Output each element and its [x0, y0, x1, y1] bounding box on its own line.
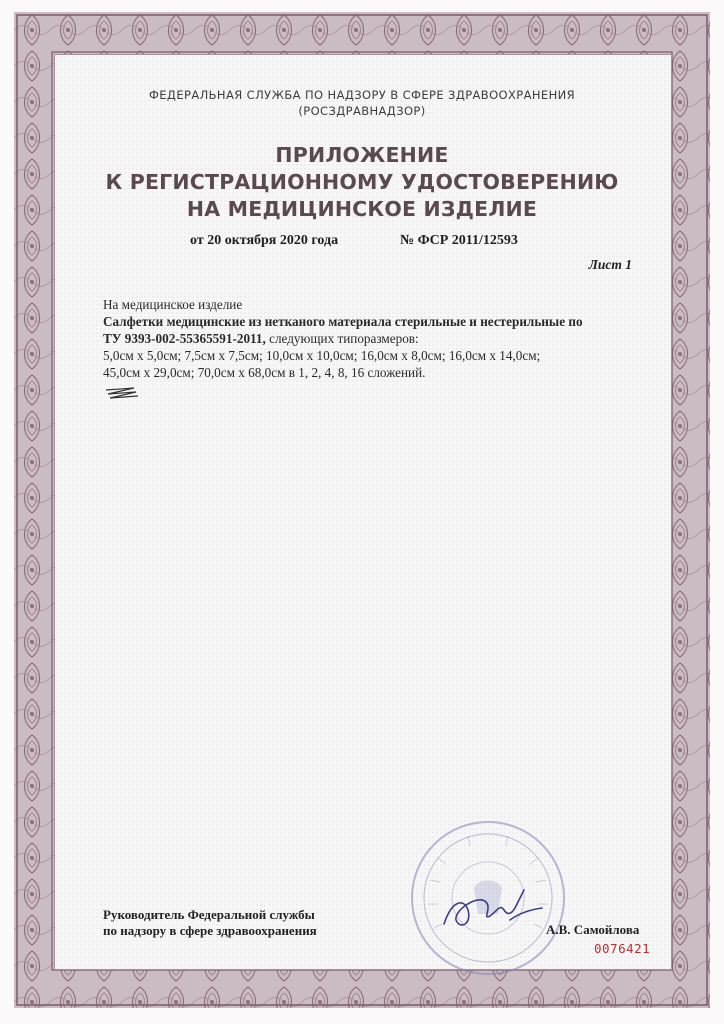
handwritten-signature [438, 880, 548, 940]
document-title-line1: ПРИЛОЖЕНИЕ [275, 143, 449, 167]
product-spec-line [103, 330, 643, 348]
sizes-line-1: 5,0см х 5,0см; 7,5см х 7,5см; 10,0см х 10,0см; 16,0см х 8,0см; 16,0см х 14,0см; [103, 348, 541, 363]
registration-number: № ФСР 2011/12593 [400, 233, 518, 248]
signatory-position-line2: по надзору в сфере здравоохранения [103, 923, 317, 938]
document-title-line2: К РЕГИСТРАЦИОННОМУ УДОСТОВЕРЕНИЮ [105, 170, 619, 194]
product-tu: ТУ 9393-002-55365591-2011, [103, 331, 266, 346]
sizes-line-2: 45,0см х 29,0см; 70,0см х 68,0см в 1, 2, 4, 8, 16 сложений. [103, 365, 426, 380]
sheet-number: Лист 1 [588, 257, 632, 272]
document-title-line3: НА МЕДИЦИНСКОЕ ИЗДЕЛИЕ [186, 197, 538, 221]
end-mark-scribble [104, 386, 140, 400]
agency-abbreviation: (РОСЗДРАВНАДЗОР) [298, 104, 426, 118]
product-tu-rest: следующих типоразмеров: [265, 331, 419, 346]
agency-name: ФЕДЕРАЛЬНАЯ СЛУЖБА ПО НАДЗОРУ В СФЕРЕ ЗДРАВООХРАНЕНИЯ [148, 88, 576, 102]
signatory-position-line1: Руководитель Федеральной службы [103, 907, 315, 922]
signatory-name: А.В. Самойлова [546, 922, 640, 937]
serial-number: 0076421 [594, 941, 651, 956]
intro-text: На медицинское изделие [103, 297, 243, 312]
issue-date: от 20 октября 2020 года [190, 233, 339, 248]
product-name: Салфетки медицинские из нетканого материала стерильные и нестерильные по [103, 314, 583, 329]
